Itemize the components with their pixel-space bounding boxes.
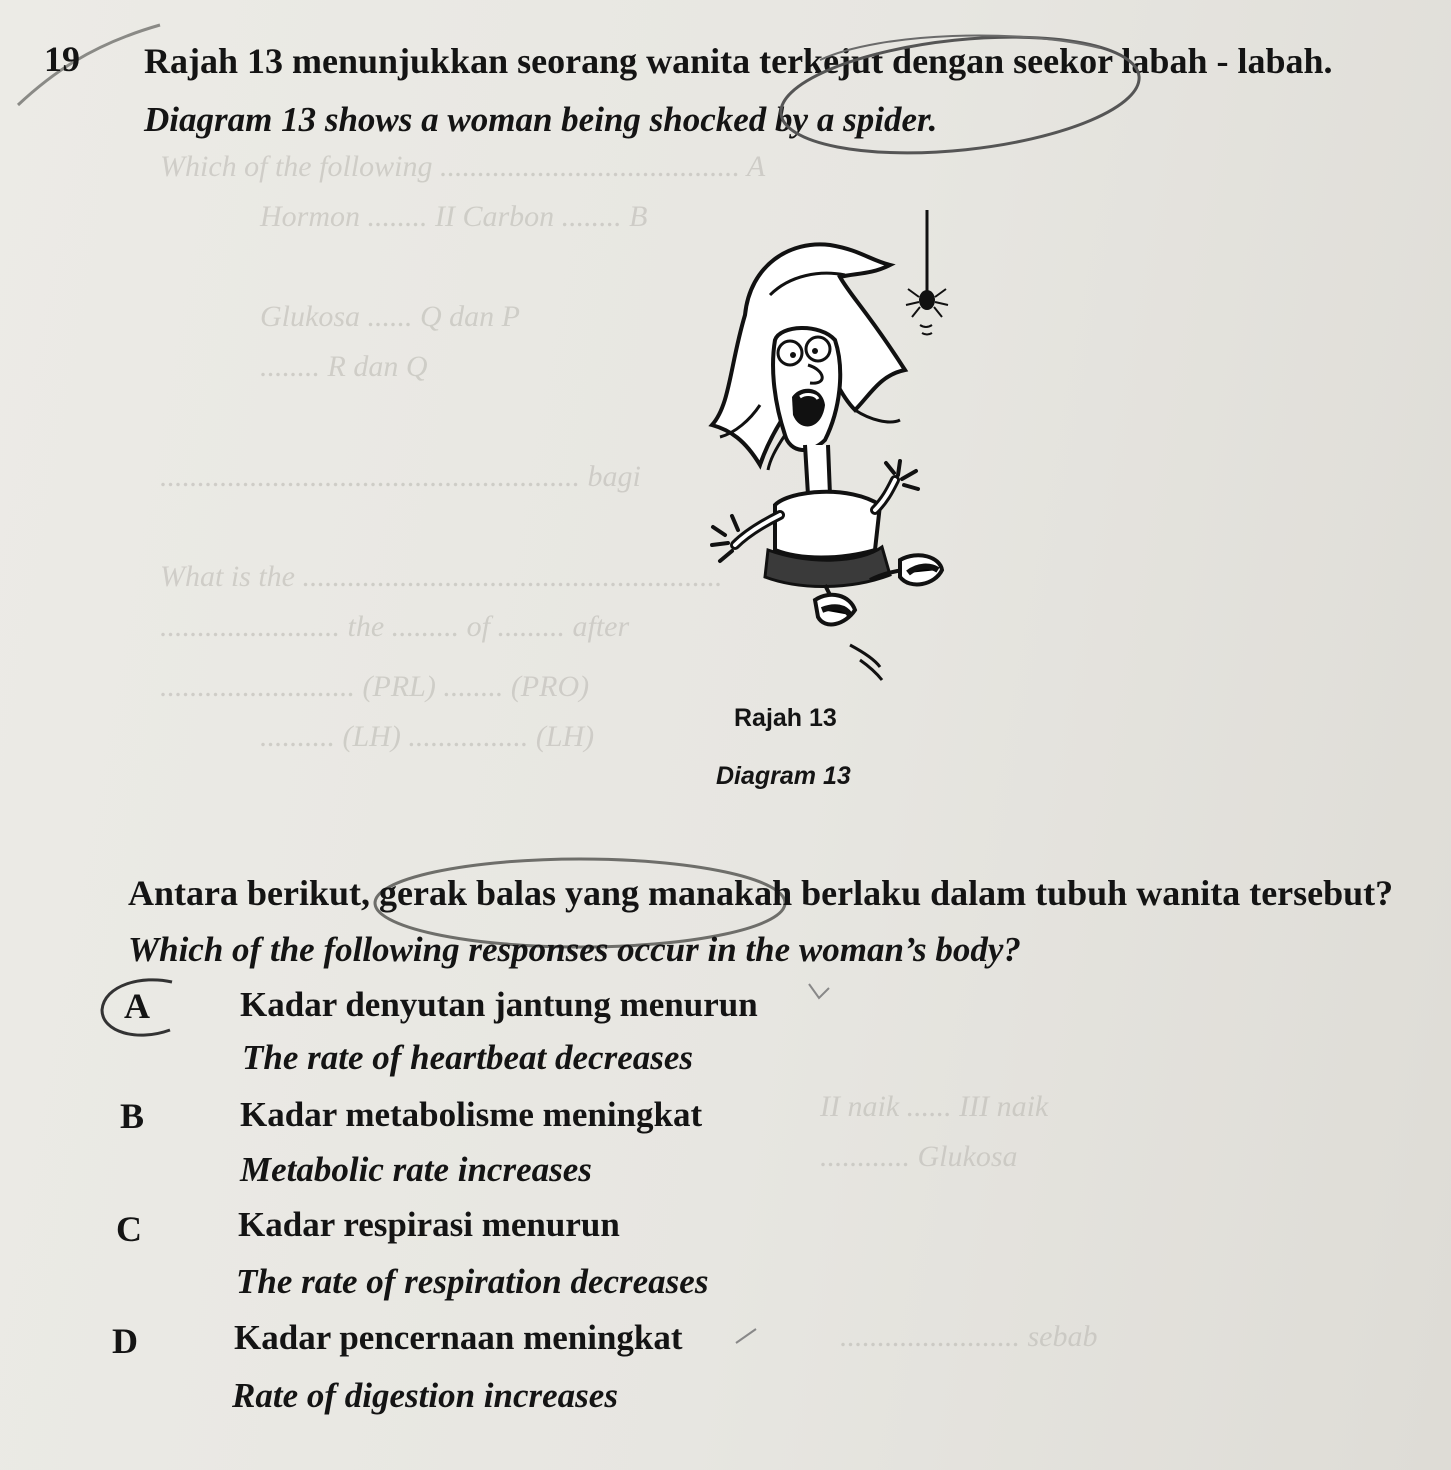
show-through-text: ............ Glukosa	[820, 1140, 1018, 1173]
show-through-text: ........................ the ......... of ......... after	[160, 610, 630, 643]
show-through-text: .......... (LH) ................ (LH)	[260, 720, 595, 753]
woman-spider-illustration	[650, 205, 970, 685]
show-through-text: ........................................................ bagi	[160, 460, 641, 493]
show-through-text: What is the ........................................................	[160, 560, 723, 593]
show-through-text: Which of the following ........................................ A	[160, 150, 766, 183]
pencil-circle	[760, 20, 1200, 170]
pencil-tick-mark	[805, 978, 835, 1008]
option-d-malay[interactable]: Kadar pencernaan meningkat	[234, 1318, 683, 1357]
question-stem-english: Diagram 13 shows a woman being shocked by a spider.	[144, 100, 938, 139]
figure-caption-malay: Rajah 13	[734, 704, 837, 732]
question-prompt-english: Which of the following responses occur in the woman’s body?	[128, 930, 1021, 969]
question-number: 19	[44, 39, 80, 79]
option-b-malay[interactable]: Kadar metabolisme meningkat	[240, 1095, 703, 1134]
option-c-malay[interactable]: Kadar respirasi menurun	[238, 1205, 620, 1244]
option-a-malay[interactable]: Kadar denyutan jantung menurun	[240, 985, 758, 1024]
option-c-letter[interactable]: C	[116, 1209, 142, 1249]
question-prompt-malay: Antara berikut, gerak balas yang manakah berlaku dalam tubuh wanita tersebut?	[128, 873, 1394, 913]
spider-icon	[906, 289, 948, 335]
option-b-letter[interactable]: B	[120, 1096, 145, 1136]
figure-caption-english: Diagram 13	[716, 762, 851, 790]
show-through-text: ........ R dan Q	[260, 350, 428, 383]
option-d-letter[interactable]: D	[112, 1321, 138, 1361]
question-stem-malay: Rajah 13 menunjukkan seorang wanita terkejut dengan seekor labah - labah.	[144, 41, 1333, 81]
pencil-tick-mark	[732, 1325, 762, 1349]
option-a-letter[interactable]: A	[124, 986, 150, 1026]
show-through-text: Hormon ........ II Carbon ........ B	[260, 200, 648, 233]
option-d-english[interactable]: Rate of digestion increases	[232, 1376, 618, 1415]
show-through-text: Glukosa ...... Q dan P	[260, 300, 520, 333]
show-through-text: .......................... (PRL) ........ (PRO)	[160, 670, 590, 703]
option-a-english[interactable]: The rate of heartbeat decreases	[242, 1038, 694, 1077]
show-through-text: II naik ...... III naik	[820, 1090, 1049, 1123]
show-through-text: ........................ sebab	[840, 1320, 1098, 1353]
option-c-english[interactable]: The rate of respiration decreases	[236, 1262, 709, 1301]
option-b-english[interactable]: Metabolic rate increases	[240, 1150, 592, 1189]
